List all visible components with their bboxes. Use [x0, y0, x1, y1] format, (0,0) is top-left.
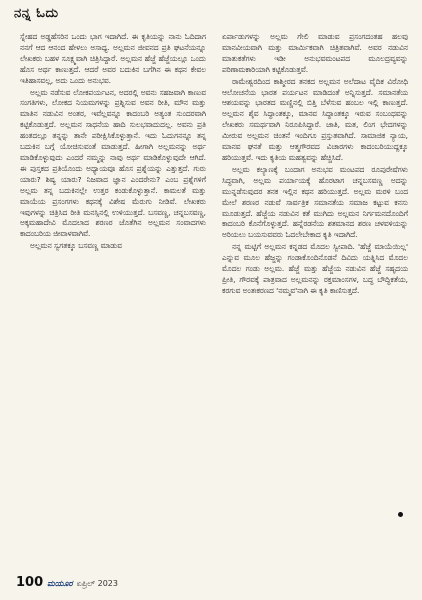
paragraph: ಅಲ್ಲಮ ಕಲ್ಯಾಣಕ್ಕೆ ಬಂದಾಗ ಅನುಭವ ಮಂಟಪದ ರೂಪುರೇಷೆಗಳು ಸಿದ್ಧವಾಗಿ, ಅಲ್ಲಮ ಪರ್ಯಾಯಕ್ಕೆ ಹೊರಟಾಗ ಚನ್ನಬಸವಣ್ಣ ಅದನ್ನು ಮುನ್ನಡೆಸುವುದರ ತನಕ ಇಲ್ಲಿನ ಕಥನ ಹರಿಯುತ್ತದೆ. ಅಲ್ಲಮ ಮರಳಿ ಬಂದ ಮೇಲೆ ಶರಣರ ನಡುವೆ ಸಾರ್ವತ್ರಿಕ ಸಮಾನತೆಯ ಸಮಾಜ ಕಟ್ಟುವ ಕನಸು ಮೂಡುತ್ತದೆ. ಹೆಜ್ಜೆಯ ನಡುವಿನ ಕತೆ ಮುಗಿದು ಅಲ್ಲಮನ ನಿರ್ಗಮನದೊಂದಿಗೆ ಕಾದಂಬರಿ ಕೊನೆಗೊಳ್ಳುತ್ತದೆ. ಹನ್ನೆರಡನೆಯ ಶತಮಾನದ ಶರಣ ಚಳವಳಿಯನ್ನು ಅರಿಯಲು ಬಯಸುವವರು ಓದಲೇಬೇಕಾದ ಕೃತಿ ಇದಾಗಿದೆ. [222, 164, 408, 240]
page-number: 100 [16, 575, 44, 590]
left-column [20, 32, 206, 252]
article-end-dot [398, 512, 403, 517]
paragraph: ಅಲ್ಲಮ ನಡೆಸುವ ಲೋಕಪರ್ಯಟನ, ಅದರಲ್ಲಿ ಅವನು ಸಹಜವಾಗಿ ಕಾಣುವ ಸಂಗತಿಗಳು, ಲೋಕದ ನಿಯಮಗಳನ್ನು ಪ್ರಶ್ನಿಸುವ ಅವನ ರೀತಿ, ಮೌನ ಮತ್ತು ಮಾತಿನ ನಡುವಿನ ಅಂತರ, ಇವೆಲ್ಲವನ್ನೂ ಕಾದಂಬರಿ ಅತ್ಯಂತ ಸುಂದರವಾಗಿ ಕಟ್ಟಿಕೊಡುತ್ತದೆ. ಅಲ್ಲಮನ ಸಾಧನೆಯ ಹಾದಿ ಸುಲಭವಾದುದಲ್ಲ. ಅವನು ಪ್ರತಿ ಹಂತದಲ್ಲೂ ತನ್ನನ್ನು ತಾನೇ ಪರೀಕ್ಷಿಸಿಕೊಳ್ಳುತ್ತಾನೆ. ಇದು ಓದುಗನನ್ನೂ ತನ್ನ ಬದುಕಿನ ಬಗ್ಗೆ ಯೋಚಿಸುವಂತೆ ಮಾಡುತ್ತದೆ. ಹೀಗಾಗಿ ಅಲ್ಲಮನನ್ನು ಅರ್ಥ ಮಾಡಿಕೊಳ್ಳುವುದು ಎಂದರೆ ನಮ್ಮನ್ನು ನಾವು ಅರ್ಥ ಮಾಡಿಕೊಳ್ಳುವುದೇ ಆಗಿದೆ. ಈ ಪುಸ್ತಕದ ಪ್ರತಿಯೊಂದು ಅಧ್ಯಾಯವೂ ಹೊಸ ಪ್ರಶ್ನೆಯನ್ನು ಎತ್ತುತ್ತದೆ. ಗುರು ಯಾರು? ಶಿಷ್ಯ ಯಾರು? ನಿಜವಾದ ಜ್ಞಾನ ಎಂದರೇನು? ಎಂಬ ಪ್ರಶ್ನೆಗಳಿಗೆ ಅಲ್ಲಮ ತನ್ನ ಬದುಕಿನಲ್ಲೇ ಉತ್ತರ ಕಂಡುಕೊಳ್ಳುತ್ತಾನೆ. ಕಾಮಲತೆ ಮತ್ತು ಮಾಯೆಯ ಪ್ರಸಂಗಗಳು ಕಥನಕ್ಕೆ ವಿಶೇಷ ಮೆರುಗು ನೀಡಿವೆ. ಲೇಖಕರು ಇವುಗಳನ್ನು ಚಿತ್ರಿಸಿದ ರೀತಿ ಮನಸ್ಸಿನಲ್ಲಿ ಉಳಿಯುತ್ತದೆ. ಬಸವಣ್ಣ, ಚನ್ನಬಸವಣ್ಣ, ಅಕ್ಕಮಹಾದೇವಿ ಮೊದಲಾದ ಶರಣರ ಜೊತೆಗಿನ ಅಲ್ಲಮನ ಸಂವಾದಗಳು ಕಾದಂಬರಿಯ ಜೀವಾಳವಾಗಿವೆ. [20, 87, 206, 239]
paragraph: ಏರ್ಪಾಡುಗಳನ್ನು ಅಲ್ಲಮ ಗೇಲಿ ಮಾಡುವ ಪ್ರಸಂಗದಂತಹ ಹಲವು ಮಾನವೀಯವಾಗಿ ಮತ್ತು ಮಾರ್ಮಿಕವಾಗಿ ಚಿತ್ರಿತವಾಗಿವೆ. ಅವರ ನಡುವಿನ ಮಾತುಕತೆಗಳು ಇಡೀ ಅನುಭವಮಂಟಪದ ಮೂಲದ್ರವ್ಯವನ್ನು ಪರಿಣಾಮಕಾರಿಯಾಗಿ ಕಟ್ಟಿಕೊಡುತ್ತವೆ. [222, 32, 408, 74]
page-footer [16, 575, 118, 590]
issue-date: ಏಪ್ರಿಲ್ 2023 [76, 579, 118, 588]
magazine-brand: ಮಯೂರ [47, 579, 73, 588]
paragraph: ಸ್ನೇಹದ ಅಡ್ಡಹೆಸರಿನ ಒಂದು ಭಾಗ ಇದಾಗಿದೆ. ಈ ಕೃತಿಯನ್ನು ನಾನು ಓದಿದಾಗ ನನಗೆ ಆದ ಆನಂದ ಹೇಳಲು ಅಸಾಧ್ಯ. ಅಲ್ಲಮನ ಜೀವನದ ಪ್ರತಿ ಘಟನೆಯನ್ನೂ ಲೇಖಕರು ಬಹಳ ಸೂಕ್ಷ್ಮವಾಗಿ ಚಿತ್ರಿಸಿದ್ದಾರೆ. ಅಲ್ಲಮನ ಹೆಜ್ಜೆ ಹೆಜ್ಜೆಯಲ್ಲೂ ಒಂದು ಹೊಸ ಅರ್ಥ ಕಾಣುತ್ತದೆ. ಆದರೆ ಅವರ ಬದುಕಿನ ಬಗೆಗಿನ ಈ ಕಥನ ಕೇವಲ ಇತಿಹಾಸವಲ್ಲ, ಅದು ಒಂದು ಅನುಭವ. [20, 32, 206, 85]
right-column [222, 32, 408, 297]
paragraph: ನನ್ನ ಮಟ್ಟಿಗೆ ಅಲ್ಲಮನ ಕನ್ನಡದ ಮೊದಲ ಸ್ವೀಪಾದಿ. 'ಹೆಜ್ಜೆ ಮಾಯೆಯಿಲ್ಲ' ಎನ್ನುವ ಮೂಲ ಹೆಜ್ಜನ್ನು ಗಂಡಾಕೊಂದಿನೊಡನೆ ದಿವಿದು ಯತ್ನಿಸಿದ ಮೊದಲ ಮೊದಲ ಗಂಡು ಅಲ್ಲಮ. ಹೆಜ್ಜೆ ಮತ್ತು ಹೆಜ್ಜೆಯ ನಡುವಿನ ಹೆಜ್ಜೆ ಸಹೃದಯ ಪ್ರೀತಿ, ಗೌರವಕ್ಕೆ ಪಾತ್ರವಾದ ಅಲ್ಲಮನನ್ನು ರಕ್ತಮಾಂಸಗಳ, ಬದ್ಧ ಬೌದ್ಧಿಕತೆಯ, ಕರಗುವ ಅಂತಃಕರಣದ 'ನಮ್ಮವ'ನಾಗಿ ಈ ಕೃತಿ ಕಾಣಿಸುತ್ತದೆ. [222, 242, 408, 295]
section-title: ನನ್ನ ಓದು [14, 6, 59, 21]
paragraph: ರಾಮೇಶ್ವರದಿಂದ ಕಾಶ್ಮೀರದ ತನಕದ ಅಲ್ಲಮನ ಅಲೆದಾಟ ವೈದಿಕ ವಿರೋಧಿ ಆಲೋಚನೆಯ ಭಾರತ ಪರ್ಯಟನ ಮಾಡಿದಂತೆ ಅನ್ನಿಸುತ್ತದೆ. ಸಮಾನತೆಯ ಆಶಯವನ್ನು ಭಾರತದ ಮಣ್ಣಿನಲ್ಲಿ ಬಿತ್ತಿ ಬೆಳೆಸುವ ಹಂಬಲ ಇಲ್ಲಿ ಕಾಣುತ್ತದೆ. ಅಲ್ಲಮನ ಶೈವ ಸಿದ್ಧಾಂತಕ್ಕೂ, ಮಾನವ ಸಿದ್ಧಾಂತಕ್ಕೂ ಇರುವ ಸಂಬಂಧವನ್ನು ಲೇಖಕರು ಸಮರ್ಥವಾಗಿ ನಿರೂಪಿಸಿದ್ದಾರೆ. ಜಾತಿ, ಮತ, ಲಿಂಗ ಭೇದಗಳನ್ನು ಮೀರುವ ಅಲ್ಲಮನ ಚಿಂತನೆ ಇಂದಿಗೂ ಪ್ರಸ್ತುತವಾಗಿದೆ. ಸಾಮಾಜಿಕ ನ್ಯಾಯ, ಮಾನವ ಘನತೆ ಮತ್ತು ಆತ್ಮಗೌರವದ ವಿಚಾರಗಳು ಕಾದಂಬರಿಯುದ್ದಕ್ಕೂ ಹರಿಯುತ್ತವೆ. ಇದು ಕೃತಿಯ ಮಹತ್ವವನ್ನು ಹೆಚ್ಚಿಸಿದೆ. [222, 76, 408, 162]
paragraph: ಅಲ್ಲಮನ ಸ್ವಗತಕ್ಕೂ ಬಸವಣ್ಣ ಮಾಡುವ [30, 241, 123, 251]
